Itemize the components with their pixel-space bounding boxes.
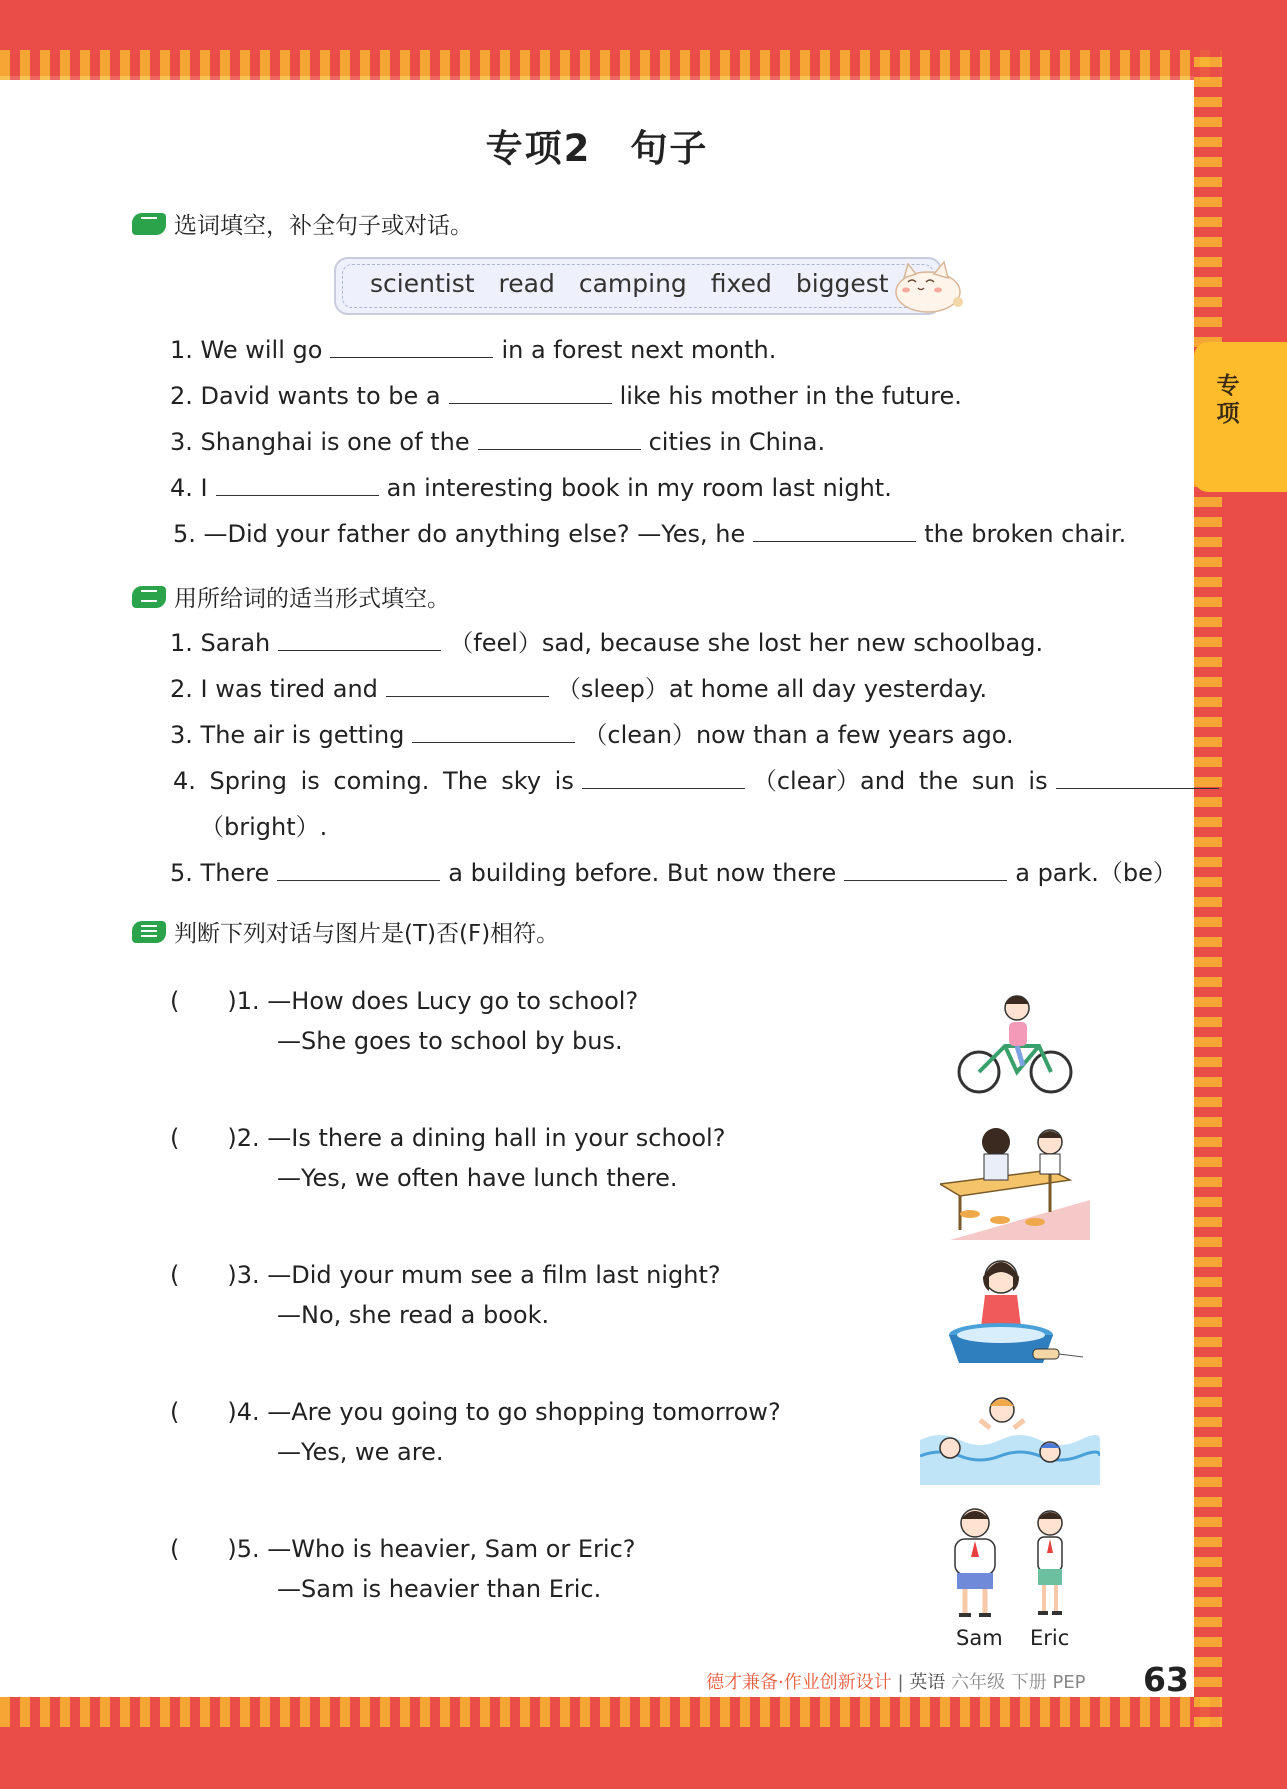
footer-subject: 英语: [909, 1672, 946, 1693]
side-tab: [1194, 342, 1287, 492]
cat-mascot-icon: [888, 254, 966, 314]
section-two-badge-icon: [132, 586, 166, 608]
side-tab-label: 专项: [1216, 373, 1240, 427]
judge-item-2-answer: —Yes, we often have lunch there.: [277, 1164, 678, 1192]
answer-parentheses[interactable]: ( )5.: [170, 1535, 260, 1563]
section-1-item-1: 1. We will go in a forest next month.: [170, 336, 777, 364]
page-title: 专项2 句子: [485, 127, 709, 170]
judge-item-3: ( )3. —Did your mum see a film last night?: [170, 1261, 721, 1289]
footer-edition: PEP: [1052, 1672, 1086, 1693]
section-2-item-5: 5. There a building before. But now there a park.（be）: [170, 859, 1177, 887]
decorative-border-top: [0, 50, 1222, 80]
judge-item-1-answer: —She goes to school by bus.: [277, 1027, 623, 1055]
judge-item-5: ( )5. —Who is heavier, Sam or Eric?: [170, 1535, 636, 1563]
answer-parentheses[interactable]: ( )3.: [170, 1261, 260, 1289]
section-1-heading: 选词填空，补全句子或对话。: [132, 207, 473, 240]
word-bank-item: scientist: [370, 269, 475, 298]
section-2-item-2: 2. I was tired and （sleep）at home all day yesterday.: [170, 675, 988, 703]
answer-blank[interactable]: [412, 720, 575, 743]
answer-blank[interactable]: [449, 381, 612, 404]
section-2-heading: 用所给词的适当形式填空。: [132, 580, 450, 613]
section-one-badge-icon: [132, 213, 166, 235]
sam-label: Sam: [956, 1626, 1003, 1650]
word-bank-item: fixed: [710, 269, 772, 298]
section-1-item-3: 3. Shanghai is one of the cities in China.: [170, 428, 826, 456]
mum-washing-clothes-icon: [945, 1255, 1085, 1370]
judge-item-5-answer: —Sam is heavier than Eric.: [277, 1575, 602, 1603]
children-swimming-icon: [920, 1390, 1100, 1485]
answer-blank[interactable]: [1056, 766, 1219, 789]
answer-blank[interactable]: [582, 766, 745, 789]
answer-parentheses[interactable]: ( )1.: [170, 987, 260, 1015]
section-2-item-4-cont: （bright）.: [200, 813, 328, 841]
judge-item-4-answer: —Yes, we are.: [277, 1438, 444, 1466]
judge-item-4: ( )4. —Are you going to go shopping tomorrow?: [170, 1398, 781, 1426]
girl-on-bicycle-icon: [955, 980, 1075, 1100]
answer-blank[interactable]: [330, 335, 493, 358]
answer-blank[interactable]: [478, 427, 641, 450]
section-2-item-4: 4. Spring is coming. The sky is （clear）and the sun is: [173, 761, 1227, 796]
judge-item-3-answer: —No, she read a book.: [277, 1301, 550, 1329]
section-2-item-1: 1. Sarah （feel）sad, because she lost her new schoolbag.: [170, 629, 1044, 657]
section-1-item-5: 5. —Did your father do anything else? —Yes, he the broken chair.: [173, 520, 1127, 548]
answer-parentheses[interactable]: ( )2.: [170, 1124, 260, 1152]
section-1-item-2: 2. David wants to be a like his mother in the future.: [170, 382, 962, 410]
dining-hall-icon: [940, 1120, 1100, 1240]
decorative-border-right: [1194, 50, 1222, 1727]
section-2-item-3: 3. The air is getting （clean）now than a few years ago.: [170, 721, 1014, 749]
section-3-heading: 判断下列对话与图片是(T)否(F)相符。: [132, 915, 559, 948]
eric-figure-icon: [1030, 1505, 1070, 1620]
footer-info: 德才兼备·作业创新设计 | 英语 六年级 下册 PEP: [706, 1672, 1086, 1693]
footer-grade: 六年级: [950, 1672, 1005, 1693]
sam-figure-icon: [945, 1505, 1005, 1620]
answer-blank[interactable]: [844, 858, 1007, 881]
section-three-badge-icon: [132, 921, 166, 943]
word-bank-item: biggest: [795, 269, 889, 298]
footer-volume: 下册: [1010, 1672, 1047, 1693]
judge-item-1: ( )1. —How does Lucy go to school?: [170, 987, 639, 1015]
section-1-item-4: 4. I an interesting book in my room last night.: [170, 474, 892, 502]
answer-parentheses[interactable]: ( )4.: [170, 1398, 260, 1426]
judge-item-2: ( )2. —Is there a dining hall in your school?: [170, 1124, 726, 1152]
footer-series: 德才兼备·作业创新设计: [706, 1672, 892, 1693]
answer-blank[interactable]: [386, 674, 549, 697]
answer-blank[interactable]: [278, 628, 441, 651]
word-bank-item: camping: [578, 269, 687, 298]
decorative-border-bottom: [0, 1697, 1222, 1727]
eric-label: Eric: [1030, 1626, 1070, 1650]
word-bank: [334, 257, 942, 315]
answer-blank[interactable]: [216, 473, 379, 496]
answer-blank[interactable]: [277, 858, 440, 881]
answer-blank[interactable]: [753, 519, 916, 542]
page-number: 63: [1143, 1660, 1189, 1699]
word-bank-item: read: [498, 269, 555, 298]
